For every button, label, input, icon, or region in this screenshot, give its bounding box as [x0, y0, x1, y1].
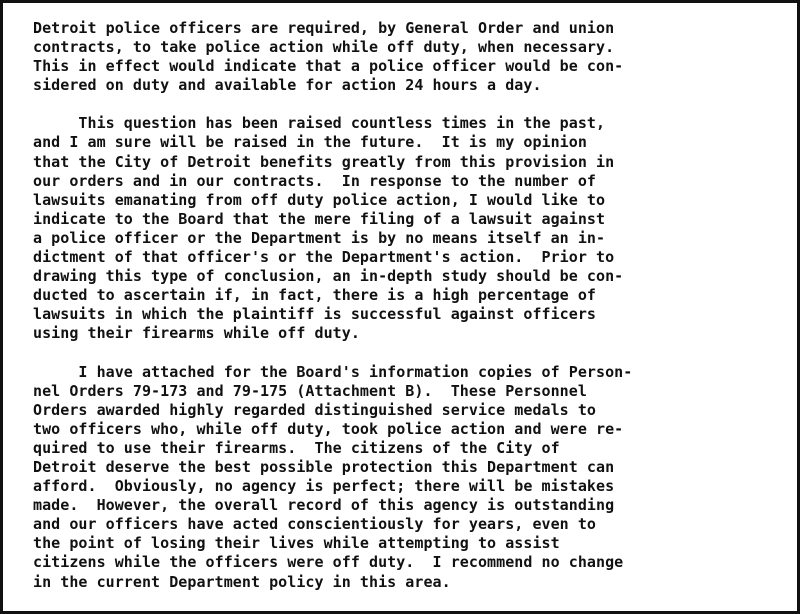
paragraph-1	[33, 19, 797, 95]
text-line: lawsuits emanating from off duty police action, I would like to	[33, 190, 606, 209]
paragraph-3	[33, 363, 797, 592]
paragraph-2	[33, 114, 797, 343]
text-line: and I am sure will be raised in the future. It is my opinion	[33, 133, 587, 152]
text-line: I have attached for the Board's information copies of Person-	[33, 362, 633, 381]
text-line: the point of losing their lives while attempting to assist	[33, 534, 560, 553]
text-line: This in effect would indicate that a police officer would be con-	[33, 57, 624, 76]
text-line: indicate to the Board that the mere filing of a lawsuit against	[33, 209, 606, 228]
text-line: sidered on duty and available for action 24 hours a day.	[33, 76, 542, 95]
text-line: in the current Department policy in this area.	[33, 572, 451, 591]
text-line: two officers who, while off duty, took police action and were re-	[33, 419, 624, 438]
text-line: Detroit deserve the best possible protection this Department can	[33, 457, 615, 476]
text-line: contracts, to take police action while off duty, when necessary.	[33, 38, 615, 57]
text-line: quired to use their firearms. The citizens of the City of	[33, 438, 560, 457]
text-line: nel Orders 79-173 and 79-175 (Attachment B). These Personnel	[33, 381, 587, 400]
text-line: that the City of Detroit benefits greatly from this provision in	[33, 152, 615, 171]
text-line: a police officer or the Department is by no means itself an in-	[33, 228, 606, 247]
text-line: made. However, the overall record of this agency is outstanding	[33, 496, 615, 515]
text-line: dictment of that officer's or the Department's action. Prior to	[33, 248, 615, 267]
text-line: citizens while the officers were off duty. I recommend no change	[33, 553, 624, 572]
text-line: using their firearms while off duty.	[33, 324, 360, 343]
text-line: ducted to ascertain if, in fact, there is a high percentage of	[33, 286, 597, 305]
text-line: drawing this type of conclusion, an in-depth study should be con-	[33, 267, 624, 286]
text-line: our orders and in our contracts. In response to the number of	[33, 171, 597, 190]
text-line: Orders awarded highly regarded distinguished service medals to	[33, 400, 597, 419]
text-line: and our officers have acted conscientiously for years, even to	[33, 515, 597, 534]
text-line: afford. Obviously, no agency is perfect; there will be mistakes	[33, 477, 615, 496]
text-line: This question has been raised countless times in the past,	[33, 114, 606, 133]
text-line: lawsuits in which the plaintiff is successful against officers	[33, 305, 597, 324]
text-line: Detroit police officers are required, by General Order and union	[33, 19, 615, 37]
